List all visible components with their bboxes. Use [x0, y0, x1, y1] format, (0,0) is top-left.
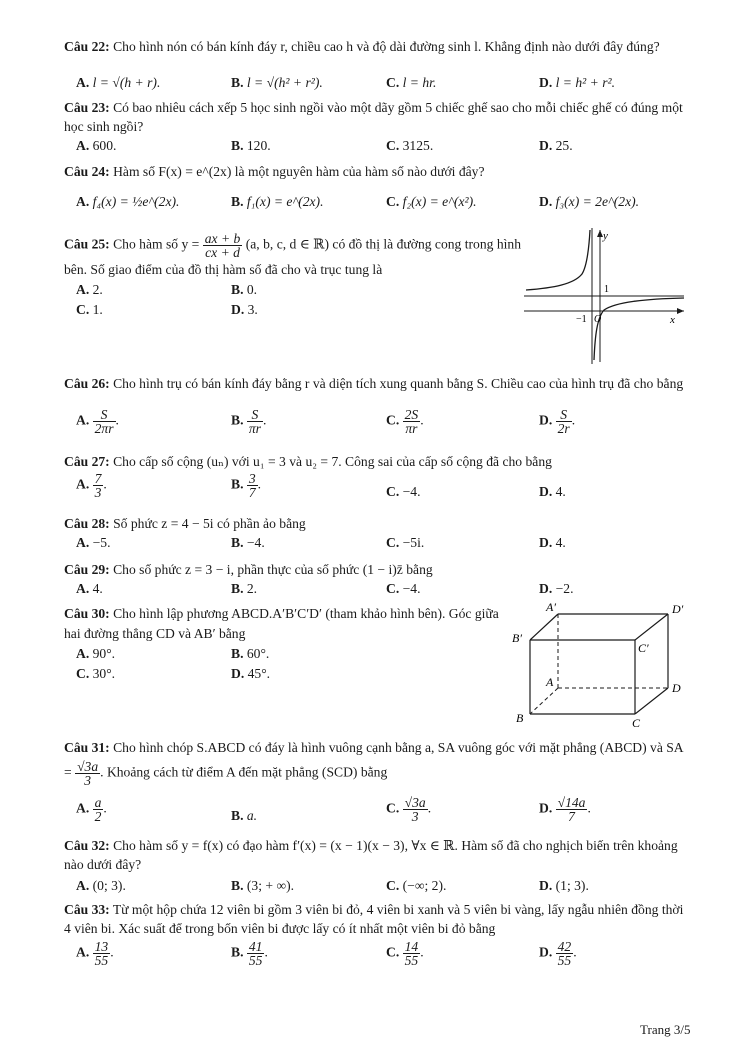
question-text: Cho số phức z = 3 − i, phần thực của số phức (1 − i)z̄ bằng	[113, 562, 433, 577]
options-row	[64, 408, 692, 444]
option-a: A. 2.	[76, 282, 103, 297]
option-b: B. 120.	[231, 138, 271, 153]
options-row	[64, 192, 692, 214]
edge-b1-a1	[530, 614, 558, 640]
edge-d1-c1	[635, 614, 668, 640]
options-row	[64, 136, 692, 158]
question-28	[64, 514, 692, 550]
function-fraction: $\frac{ax + b}{cx + d}$	[204, 231, 241, 260]
option-d: D. $\frac{√14a}{7}$ .	[539, 795, 591, 824]
question-22	[64, 37, 692, 90]
option-c: C. (−∞; 2).	[386, 878, 447, 893]
question-label: Câu 29:	[64, 562, 110, 577]
option-d: D. 4.	[539, 535, 566, 550]
question-text-part: . Khoảng cách từ điểm A đến mặt phẳng (SCD) bằng	[100, 764, 388, 780]
question-label: Câu 24:	[64, 164, 110, 179]
option-c: C. 3125.	[386, 138, 434, 153]
question-label: Câu 33:	[64, 902, 110, 917]
option-c: C. −5i.	[386, 535, 425, 550]
option-b: B. 0.	[231, 282, 258, 297]
x-axis-label: x	[670, 314, 675, 326]
options-row	[64, 579, 692, 601]
x-axis-arrow-icon	[677, 308, 684, 314]
option-c: C. 1.	[76, 302, 103, 317]
hidden-edge-a-b	[530, 688, 558, 714]
option-a: A. f₄(x) = ½e^(2x).	[76, 194, 180, 209]
option-c: C. l = hr.	[386, 75, 437, 90]
option-b: B. 2.	[231, 581, 258, 596]
question-text-part: Cho hình chóp S.ABCD có đáy là hình vuông cạnh bằng a, SA vuông góc với mặt phẳng (ABCD) và SA =	[64, 740, 683, 780]
question-31	[64, 736, 692, 824]
page-number: Trang 3/5	[640, 1022, 691, 1037]
option-c: C. $\frac{14}{55}$ .	[386, 939, 424, 968]
question-text: Cho hình lập phương ABCD.A′B′C′D′ (tham khảo hình bên). Góc giữa hai đường thẳng CD và AB′ bằng	[64, 606, 499, 641]
vertex-b: B	[516, 711, 524, 725]
option-a: A. 90°.	[76, 646, 116, 661]
option-b: B. (3; + ∞).	[231, 878, 295, 893]
question-text: Cho hàm số y = f(x) có đạo hàm f′(x) = (x − 1)(x − 3), ∀x ∈ ℝ. Hàm số đã cho nghịch biến trên khoảng nào dưới đây?	[64, 838, 678, 872]
option-c: C. $\frac{2S}{\pi r}$ .	[386, 407, 424, 436]
option-c: C. $\frac{√3a}{3}$ .	[386, 795, 432, 824]
option-d: D. 3.	[231, 302, 258, 317]
option-b: B. $\frac{3}{7}$ .	[231, 471, 262, 500]
sa-fraction: $\frac{√3a}{3}$	[77, 759, 99, 788]
cube-figure	[508, 600, 692, 730]
options-row	[64, 796, 692, 832]
question-label: Câu 27:	[64, 454, 110, 469]
vertex-b1: B′	[512, 631, 522, 645]
option-a: A. 4.	[76, 581, 103, 596]
curve-left-branch	[526, 230, 590, 290]
options-row	[64, 876, 692, 898]
question-label: Câu 22:	[64, 39, 110, 54]
options-row	[64, 73, 692, 95]
question-text: Số phức z = 4 − 5i có phần ảo bằng	[113, 516, 306, 531]
option-c: C. −4.	[386, 581, 421, 596]
options-row	[64, 940, 692, 976]
question-label: Câu 25:	[64, 236, 110, 252]
options-row	[64, 472, 692, 508]
question-label: Câu 32:	[64, 838, 110, 853]
question-23	[64, 98, 692, 153]
question-text-part: Cho hàm số y =	[113, 236, 200, 252]
question-label: Câu 31:	[64, 740, 110, 755]
y-axis-label: y	[603, 230, 608, 242]
question-30	[64, 604, 514, 681]
vertex-a: A	[546, 675, 554, 689]
option-a: A. −5.	[76, 535, 111, 550]
question-text: Cho cấp số cộng (uₙ) với u₁ = 3 và u₂ = 7. Công sai của cấp số cộng đã cho bằng	[113, 454, 552, 469]
x-tick-label: −1	[576, 314, 587, 325]
origin-label: O	[594, 314, 602, 325]
question-text-part: (a, b, c, d ∈ ℝ) có đồ thị là đường cong trong hình bên. Số giao điểm của đồ thị hàm số đã cho và trục tung là	[64, 236, 522, 277]
option-b: B. a.	[231, 808, 258, 823]
option-b: B. $\frac{41}{55}$ .	[231, 939, 268, 968]
question-33	[64, 900, 692, 968]
option-b: B. l = √(h² + r²).	[231, 75, 323, 90]
vertex-c: C	[632, 716, 641, 730]
option-a: A. $\frac{a}{2}$ .	[76, 795, 107, 824]
option-a: A. 600.	[76, 138, 117, 153]
option-d: D. $\frac{42}{55}$ .	[539, 939, 577, 968]
option-d: D. f₃(x) = 2e^(2x).	[539, 194, 640, 209]
vertex-c1: C′	[638, 641, 649, 655]
option-d: D. (1; 3).	[539, 878, 589, 893]
option-b: B. f₁(x) = e^(2x).	[231, 194, 324, 209]
option-b: B. 60°.	[231, 646, 270, 661]
options-row	[64, 533, 692, 555]
question-26	[64, 374, 692, 436]
hyperbola-graph	[524, 226, 690, 366]
option-b: B. −4.	[231, 535, 265, 550]
question-text: Từ một hộp chứa 12 viên bi gồm 3 viên bi đỏ, 4 viên bi xanh và 5 viên bi vàng, lấy ngẫu nhiên đồng thời 4 viên bi. Xác suất để trong bốn viên bi được lấy có ít nhất một viên bi đỏ bằng	[64, 902, 684, 936]
question-label: Câu 23:	[64, 100, 110, 115]
option-c: C. f₂(x) = e^(x²).	[386, 194, 477, 209]
option-d: D. $\frac{S}{2r}$ .	[539, 407, 576, 436]
question-label: Câu 26:	[64, 376, 110, 391]
question-text: Có bao nhiêu cách xếp 5 học sinh ngồi vào một dãy gồm 5 chiếc ghế sao cho mỗi chiếc ghế có đúng một học sinh ngồi?	[64, 100, 683, 134]
question-label: Câu 28:	[64, 516, 110, 531]
question-25	[64, 231, 524, 317]
option-c: C. −4.	[386, 484, 421, 499]
question-text: Hàm số F(x) = e^(2x) là một nguyên hàm của hàm số nào dưới đây?	[113, 164, 485, 179]
option-a: A. $\frac{7}{3}$ .	[76, 471, 107, 500]
option-c: C. 30°.	[76, 666, 116, 681]
vertex-d1: D′	[672, 602, 684, 616]
question-27	[64, 452, 692, 500]
question-label: Câu 30:	[64, 606, 110, 621]
question-32	[64, 836, 692, 893]
edge-c-d	[635, 688, 668, 714]
option-a: A. $\frac{13}{55}$ .	[76, 939, 114, 968]
option-d: D. 4.	[539, 484, 566, 499]
option-a: A. l = √(h + r).	[76, 75, 161, 90]
option-a: A. $\frac{S}{2\pi r}$ .	[76, 407, 119, 436]
vertex-d: D	[672, 681, 681, 695]
option-d: D. −2.	[539, 581, 574, 596]
option-d: D. 45°.	[231, 666, 271, 681]
option-d: D. 25.	[539, 138, 573, 153]
question-text: Cho hình nón có bán kính đáy r, chiều cao h và độ dài đường sinh l. Khẳng định nào dưới đây đúng?	[113, 39, 660, 54]
curve-right-branch	[594, 298, 684, 360]
option-b: B. $\frac{S}{\pi r}$ .	[231, 407, 267, 436]
y-tick-label: 1	[604, 284, 609, 295]
vertex-a1: A′	[546, 600, 556, 614]
option-a: A. (0; 3).	[76, 878, 126, 893]
question-text: Cho hình trụ có bán kính đáy bằng r và diện tích xung quanh bằng S. Chiều cao của hình trụ đã cho bằng	[113, 376, 684, 391]
option-d: D. l = h² + r².	[539, 75, 615, 90]
question-24	[64, 162, 692, 209]
question-29	[64, 560, 692, 596]
